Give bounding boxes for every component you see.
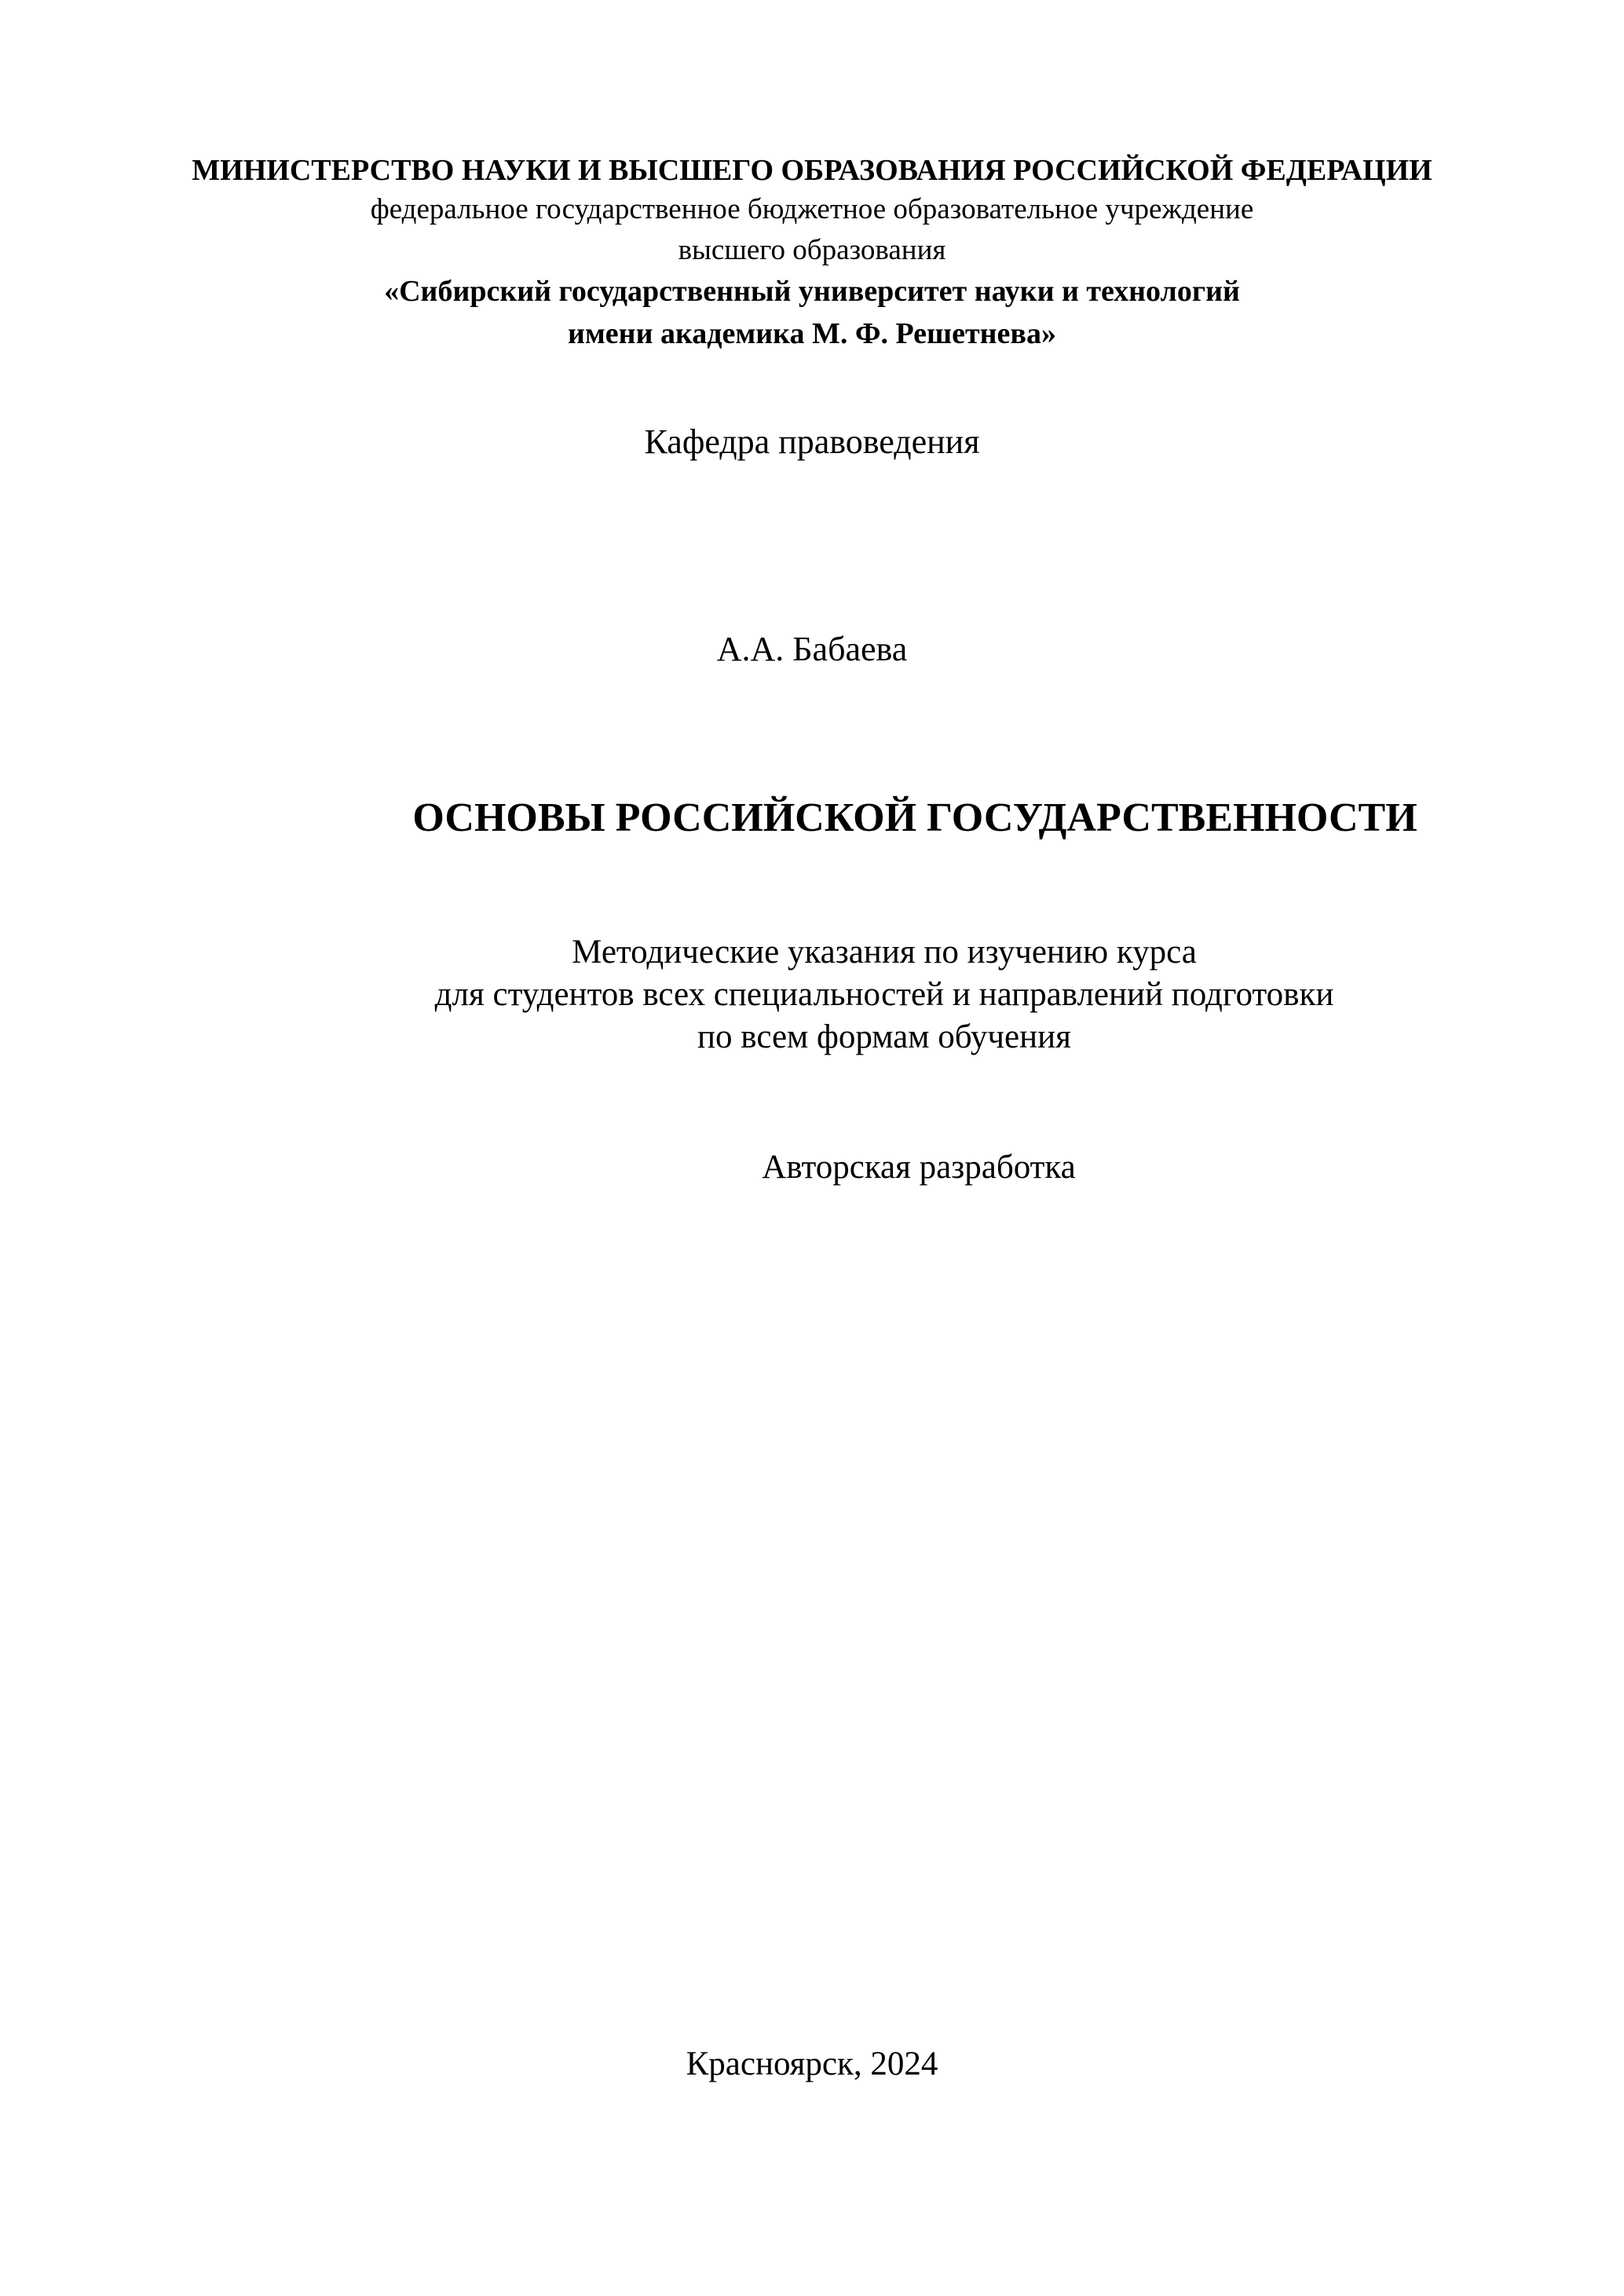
document-title: ОСНОВЫ РОССИЙСКОЙ ГОСУДАРСТВЕННОСТИ [412,795,1417,840]
department-name: Кафедра правоведения [644,422,980,461]
institution-type-line-1: федеральное государственное бюджетное образовательное учреждение [370,193,1254,225]
author-name: А.А. Бабаева [716,630,908,668]
university-name-line-1: «Сибирский государственный университет науки и технологий [384,275,1240,308]
description-line-2: для студентов всех специальностей и направлений подготовки [434,976,1334,1013]
ministry-heading: МИНИСТЕРСТВО НАУКИ И ВЫСШЕГО ОБРАЗОВАНИЯ РОССИЙСКОЙ ФЕДЕРАЦИИ [192,154,1432,187]
institution-type-line-2: высшего образования [678,234,946,266]
description-line-1: Методические указания по изучению курса [572,934,1197,971]
university-name-line-2: имени академика М. Ф. Решетнева» [568,317,1056,350]
description-line-3: по всем формам обучения [697,1018,1071,1055]
edition-note: Авторская разработка [762,1149,1076,1186]
city-year: Красноярск, 2024 [686,2046,938,2082]
